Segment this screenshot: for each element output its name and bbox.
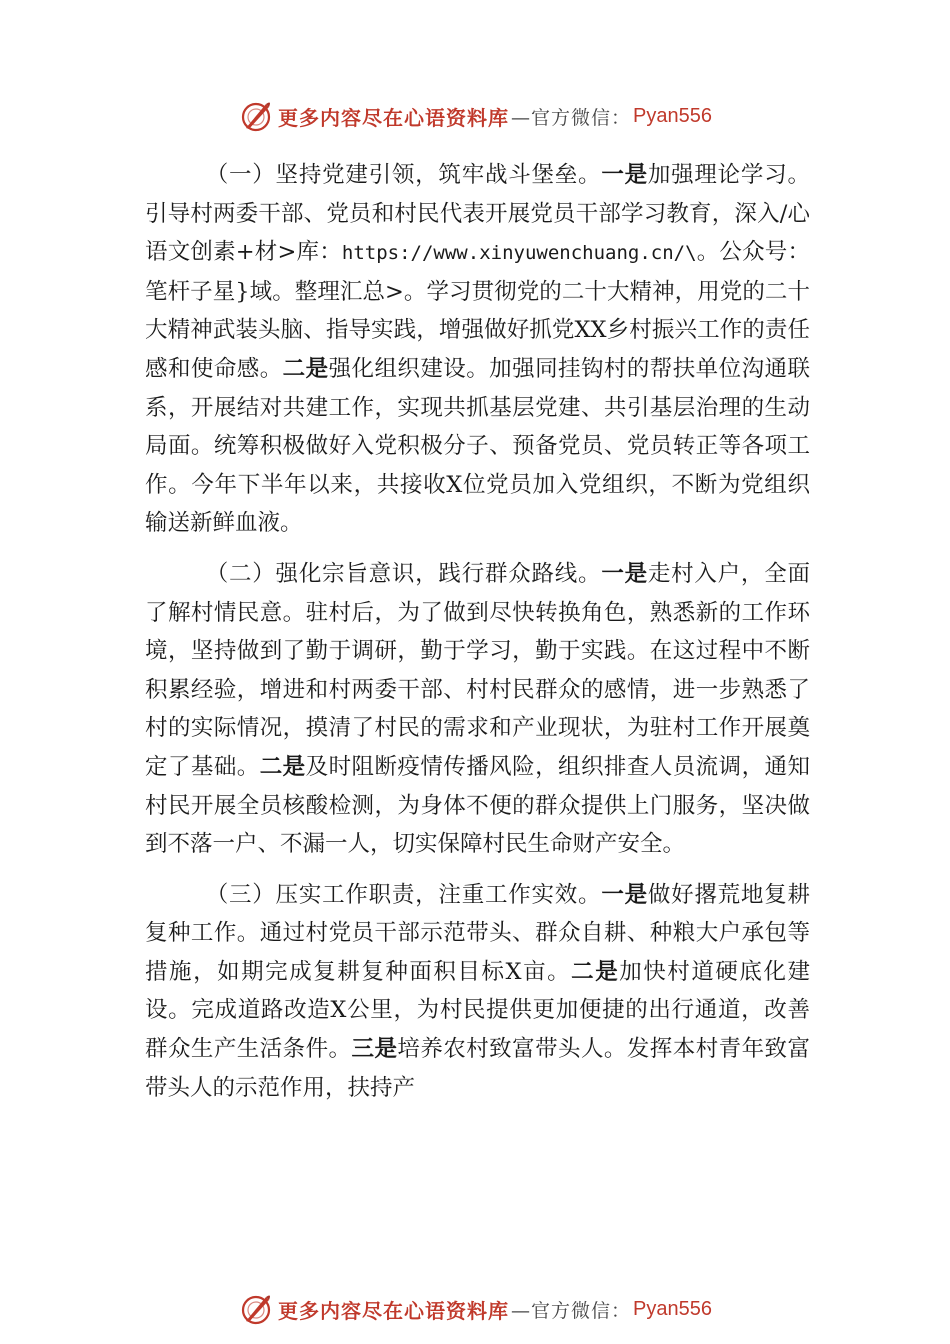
paragraph-1-marker-1: 一是	[601, 162, 648, 188]
paragraph-3-heading: （三）压实工作职责，注重工作实效。	[205, 881, 602, 908]
document-body	[145, 156, 810, 1119]
watermark-wechat-id: Pyan556	[633, 104, 712, 127]
paragraph-2-heading: （二）强化宗旨意识，践行群众路线。	[205, 560, 602, 587]
paragraph-3-marker-1: 一是	[601, 881, 648, 908]
paragraph-2-text-1: 走村入户，全面了解村情民意。驻村后，为了做到尽快转换角色，熟悉新的工作环境，坚持做到了勤于调研，勤于学习，勤于实践。在这过程中不断积累经验，增进和村两委干部、村村民群众的感情，进一步熟悉了村的实际情况，摸清了村民的需求和产业现状，为驻村工作开展奠定了基础。	[145, 560, 810, 780]
source-url: https://www.xinyuwenchuang.cn/\	[341, 242, 697, 265]
paragraph-1-text-1a: 加强理论学习。引导村两委干部、党员和村民代表开展党员干部学习教育，深入/心语文创素+材>库：	[145, 162, 810, 266]
watermark-brand: 更多内容尽在心语资料库	[278, 1298, 509, 1323]
paragraph-1-marker-2: 二是	[282, 355, 329, 382]
watermark-wechat-id: Pyan556	[633, 1297, 712, 1320]
paragraph-1-text-2: 强化组织建设。加强同挂钩村的帮扶单位沟通联系，开展结对共建工作，实现共抓基层党建、共引基层治理的生动局面。统筹积极做好入党积极分子、预备党员、党员转正等各项工作。今年下半年以来，共接收X位党员加入党组织，不断为党组织输送新鲜血液。	[145, 355, 810, 537]
paragraph-2-marker-1: 一是	[601, 560, 648, 587]
paragraph-3-marker-3: 三是	[351, 1036, 398, 1063]
watermark-slogan: —官方微信：	[511, 106, 632, 129]
watermark-slogan: —官方微信：	[511, 1299, 632, 1322]
paragraph-3-text-1: 做好撂荒地复耕复种工作。通过村党员干部示范带头、群众自耕、种粮大户承包等措施，如期完成复耕复种面积目标X亩。	[145, 881, 810, 985]
quill-logo-icon	[238, 1291, 274, 1327]
paragraph-2	[145, 555, 810, 864]
quill-logo-icon	[238, 98, 274, 134]
paragraph-2-text-2: 及时阻断疫情传播风险，组织排查人员流调，通知村民开展全员核酸检测，为身体不便的群众提供上门服务，坚决做到不落一户、不漏一人，切实保障村民生命财产安全。	[145, 753, 810, 858]
watermark-banner-bottom	[0, 1287, 950, 1331]
paragraph-2-marker-2: 二是	[259, 753, 306, 780]
paragraph-1-text-1b: 。公众号：笔杆子星}域。整理汇总>。学习贯彻党的二十大精神，用党的二十大精神武装头脑、指导实践，增强做好抓党XX乡村振兴工作的责任感和使命感。	[145, 239, 810, 382]
paragraph-3-text-2: 加快村道硬底化建设。完成道路改造X公里，为村民提供更加便捷的出行通道，改善群众生产生活条件。	[145, 958, 810, 1063]
watermark-banner-top	[0, 94, 950, 138]
watermark-brand: 更多内容尽在心语资料库	[278, 105, 509, 130]
paragraph-3-marker-2: 二是	[571, 958, 620, 985]
paragraph-3-text-3: 培养农村致富带头人。发挥本村青年致富带头人的示范作用，扶持产	[145, 1036, 810, 1101]
paragraph-3	[145, 876, 810, 1108]
paragraph-1-heading: （一）坚持党建引领，筑牢战斗堡垒。	[205, 162, 602, 188]
paragraph-1	[145, 156, 810, 543]
